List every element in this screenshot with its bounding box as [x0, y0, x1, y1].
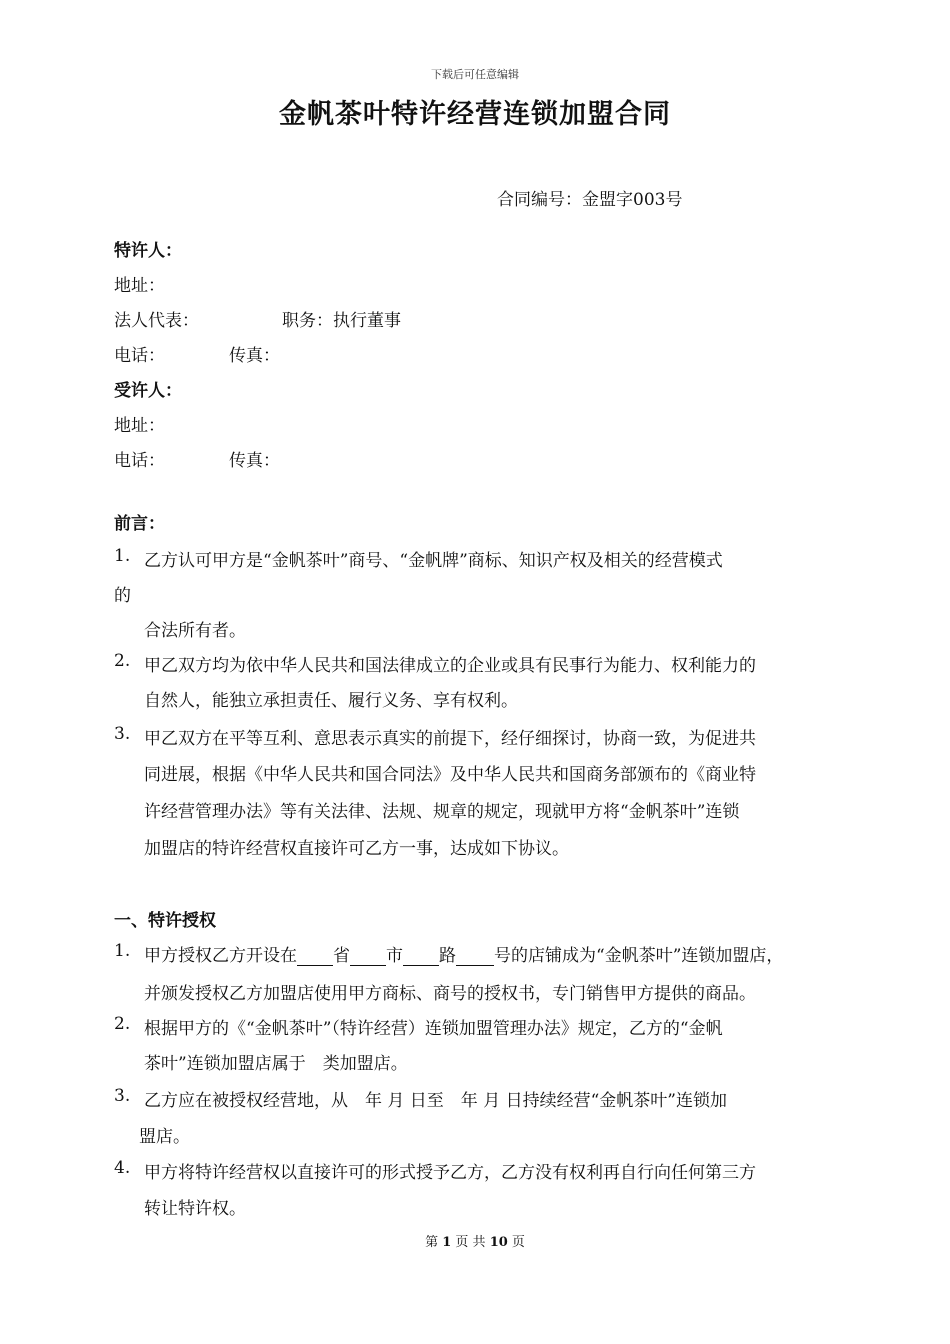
section-1-item-2-number: 2. — [114, 1014, 131, 1034]
preface-item-2-line: 自然人，能独立承担责任、履行义务、享有权利。 — [144, 691, 518, 711]
preface-item-1-number: 1. — [114, 546, 131, 566]
blank-number — [456, 947, 494, 966]
section-1-item-1-line: 并颁发授权乙方加盟店使用甲方商标、商号的授权书，专门销售甲方提供的商品。 — [144, 984, 756, 1004]
total-page-number: 10 — [489, 1235, 508, 1250]
document-title: 金帆茶叶特许经营连锁加盟合同 — [279, 99, 671, 130]
text-fragment: 市 — [386, 946, 403, 966]
section-1-item-1-number: 1. — [114, 941, 131, 961]
section-1-item-3-line: 乙方应在被授权经营地，从 年 月 日至 年 月 日持续经营“金帆茶叶”连锁加 — [144, 1091, 727, 1111]
section-1-item-3-line: 盟店。 — [139, 1127, 190, 1147]
current-page-number: 1 — [442, 1235, 452, 1250]
preface-item-3-line: 许经营管理办法》等有关法律、法规、规章的规定，现就甲方将“金帆茶叶”连锁 — [144, 802, 740, 822]
blank-province — [297, 947, 333, 966]
licensor-heading: 特许人： — [114, 241, 182, 261]
licensor-fax-label: 传真： — [229, 346, 280, 366]
contract-number: 合同编号：金盟字003号 — [497, 190, 683, 210]
preface-item-2-number: 2. — [114, 651, 131, 671]
preface-heading: 前言： — [114, 514, 165, 534]
section-1-item-4-line: 甲方将特许经营权以直接许可的形式授予乙方，乙方没有权利再自行向任何第三方 — [144, 1163, 756, 1183]
section-1-item-1-line — [144, 941, 783, 966]
section-1-item-2-line: 茶叶”连锁加盟店属于 类加盟店。 — [144, 1054, 408, 1074]
licensee-heading: 受许人： — [114, 381, 182, 401]
section-1-item-2-line: 根据甲方的《“金帆茶叶”（特许经营）连锁加盟管理办法》规定，乙方的“金帆 — [144, 1019, 723, 1039]
preface-item-3-line: 甲乙双方在平等互利、意思表示真实的前提下，经仔细探讨，协商一致，为促进共 — [144, 729, 756, 749]
blank-road — [403, 947, 439, 966]
footer-prefix: 第 — [425, 1235, 439, 1250]
preface-item-1-line: 乙方认可甲方是“金帆茶叶”商号、“金帆牌”商标、知识产权及相关的经营模式 — [144, 551, 723, 571]
header-note: 下载后可任意编辑 — [431, 68, 519, 81]
preface-item-3-line: 同进展，根据《中华人民共和国合同法》及中华人民共和国商务部颁布的《商业特 — [144, 765, 756, 785]
preface-item-3-number: 3. — [114, 724, 131, 744]
section-1-heading: 一、特许授权 — [114, 911, 216, 931]
section-1-item-3-number: 3. — [114, 1086, 131, 1106]
preface-item-2-line: 甲乙双方均为依中华人民共和国法律成立的企业或具有民事行为能力、权利能力的 — [144, 656, 756, 676]
page-footer — [0, 1231, 950, 1250]
footer-middle: 页 共 — [455, 1235, 486, 1250]
licensee-address-label: 地址： — [114, 416, 165, 436]
section-1-item-4-number: 4. — [114, 1158, 131, 1178]
footer-suffix: 页 — [511, 1235, 525, 1250]
blank-city — [350, 947, 386, 966]
licensor-address-label: 地址： — [114, 276, 165, 296]
licensor-phone-label: 电话： — [114, 346, 165, 366]
text-fragment: 路 — [439, 946, 456, 966]
text-fragment: 省 — [333, 946, 350, 966]
preface-item-1-line: 合法所有者。 — [144, 621, 246, 641]
licensee-fax-label: 传真： — [229, 451, 280, 471]
text-fragment: 甲方授权乙方开设在 — [144, 946, 297, 966]
licensee-phone-label: 电话： — [114, 451, 165, 471]
section-1-item-4-line: 转让特许权。 — [144, 1199, 246, 1219]
preface-item-1-line: 的 — [114, 586, 131, 606]
licensor-position: 职务：执行董事 — [282, 311, 401, 331]
preface-item-3-line: 加盟店的特许经营权直接许可乙方一事，达成如下协议。 — [144, 839, 569, 859]
licensor-legal-rep-label: 法人代表： — [114, 311, 199, 331]
text-fragment: 号的店铺成为“金帆茶叶”连锁加盟店， — [494, 946, 784, 966]
